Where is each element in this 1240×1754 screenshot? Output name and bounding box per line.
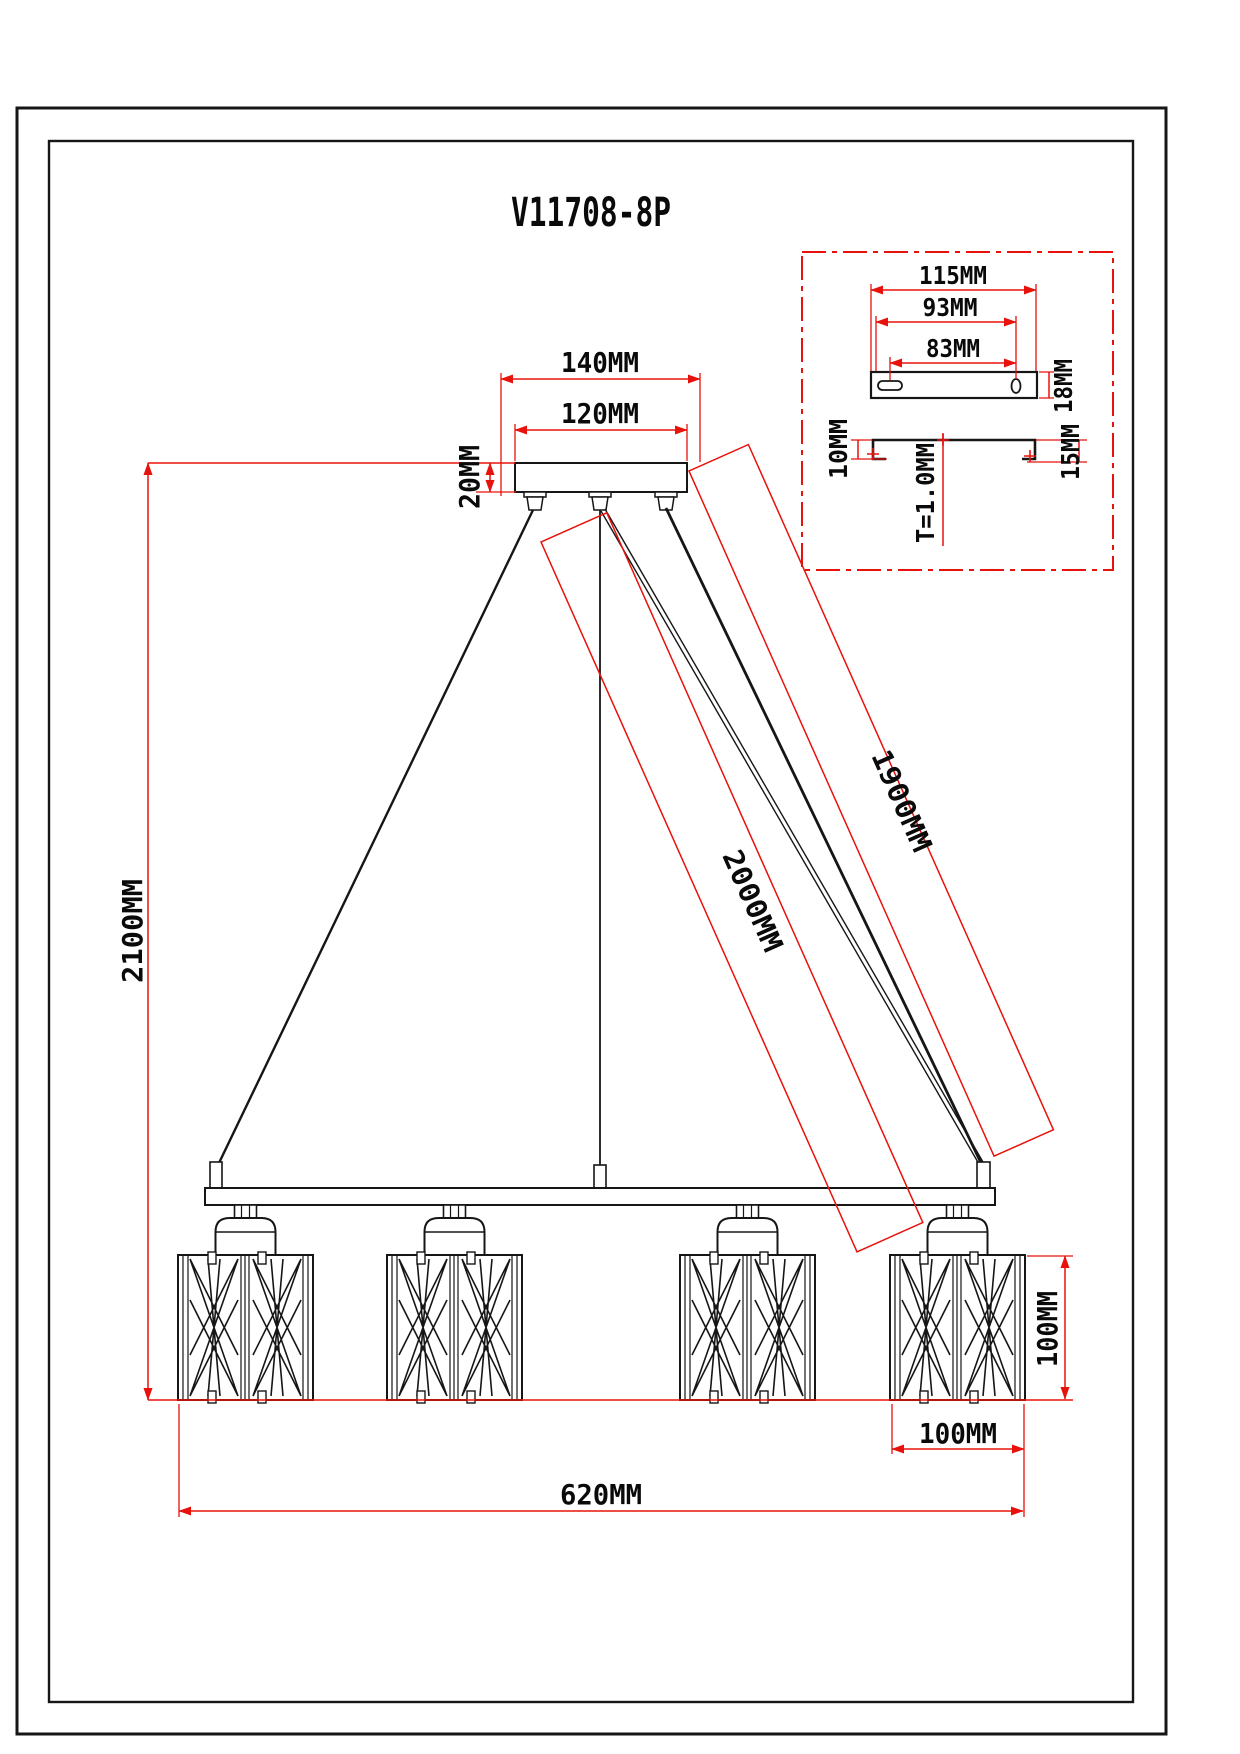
bar-post-center (594, 1165, 606, 1188)
dim-canopy-height: 20MM (453, 441, 486, 509)
dim-plate-width: 115MM (919, 261, 987, 290)
bar-post-right (977, 1162, 990, 1188)
dim-shade-width: 100MM (919, 1417, 997, 1450)
dim-frame-width: 620MM (560, 1478, 642, 1511)
dim-left-leg-height: 10MM (824, 418, 853, 479)
crystal-shade (680, 1252, 815, 1403)
dim-wire-center-length: 2000MM (715, 844, 787, 951)
crystal-shade (178, 1252, 313, 1403)
dim-shade-height: 100MM (1031, 1282, 1064, 1367)
ceiling-canopy (515, 463, 687, 492)
suspension-wire-left (219, 510, 533, 1163)
dim-overall-drop: 2100MM (116, 881, 149, 983)
lamp-socket (928, 1205, 988, 1255)
ring-bar (205, 1188, 995, 1205)
chandelier-linework (178, 463, 1025, 1403)
dim-hole-span-inner: 83MM (926, 334, 980, 363)
lamp-socket (425, 1205, 485, 1255)
plate-section-profile (873, 440, 1035, 459)
wire-connector (589, 492, 611, 510)
dim-hole-span-outer: 93MM (922, 293, 978, 322)
model-number: V11708-8P (511, 190, 671, 236)
dim-wire-right-length: 1900MM (864, 744, 936, 851)
lamp-socket (718, 1205, 778, 1255)
dim-canopy-width: 120MM (561, 397, 639, 430)
wire-connector (524, 492, 546, 510)
lamp-socket (216, 1205, 276, 1255)
mount-plate-linework (871, 372, 1037, 459)
dim-right-leg-height: 15MM (1056, 419, 1085, 480)
dim-canopy-outer-width: 140MM (561, 346, 639, 379)
crystal-shade (387, 1252, 522, 1403)
bar-post-left (210, 1162, 222, 1188)
wire-connector (655, 492, 677, 510)
dim-plate-depth: 18MM (1049, 352, 1078, 413)
dim-material-thickness: T=1.0MM (911, 437, 940, 543)
crystal-shade (890, 1252, 1025, 1403)
